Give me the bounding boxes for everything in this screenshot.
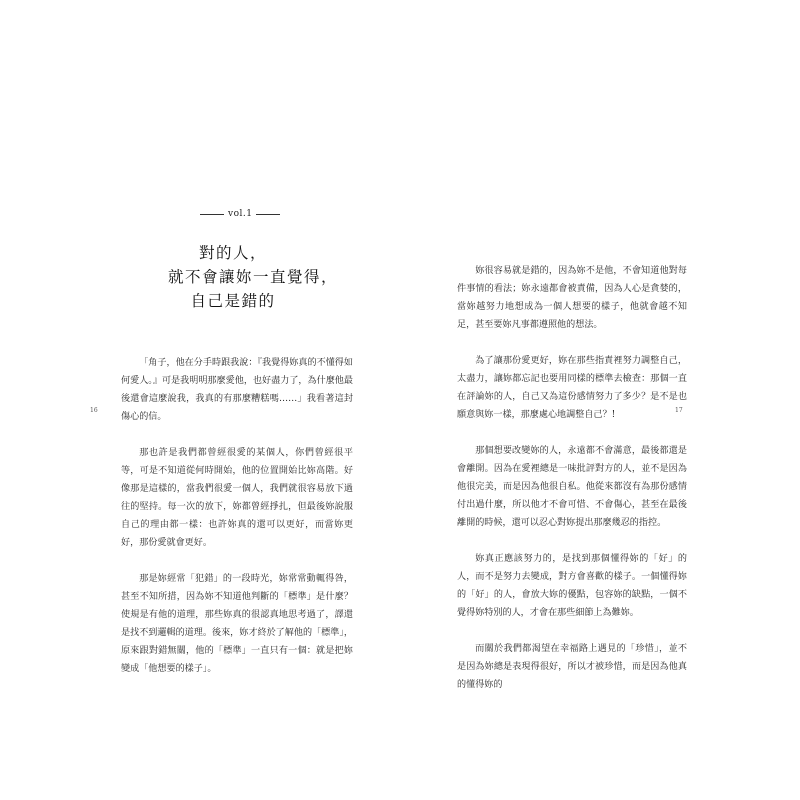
- right-page: [400, 0, 800, 800]
- paragraph: 那個想要改變妳的人，永遠都不會滿意，最後都還是會離開。因為在愛裡總是一味批評對方的人，並不是因為他很完美，而是因為他很自私。他從來都沒有為那份感情付出過什麼，所以他才不會可惜、不會傷心，甚至在最後離開的時候，還可以忍心對妳提出那麼幾忍的指控。: [457, 446, 687, 528]
- paragraph: 那是妳經常「犯錯」的一段時光，妳常常動輒得咎，甚至不知所措，因為妳不知道他判斷的「標準」是什麼？使規是有他的道理，那些妳真的很認真地思考過了，譯還是找不到邏輯的道理。後來，妳才終於了解他的「標準」，原來跟對錯無關，他的「標準」一直只有一個：就是把妳變成「他想要的樣子」。: [121, 574, 353, 674]
- chapter-title: [168, 241, 339, 313]
- paragraph: 「角子，他在分手時跟我說：『我覺得妳真的不懂得如何愛人。』可是我明明那麼愛他，也好盡力了，為什麼他最後還會這麼說我，我真的有那麼糟糕嗎……」我看著這封傷心的信。: [121, 358, 353, 422]
- paragraph: 妳真正應該努力的，是找到那個懂得妳的「好」的人，而不是努力去變成，對方會喜歡的樣子。一個懂得妳的「好」的人，會放大妳的優點，包容妳的缺點，一個不覺得妳特別的人，才會在那些細節上為難妳。: [457, 554, 687, 618]
- page-number-left: 16: [90, 407, 98, 414]
- title-line-3: 自己是錯的: [190, 292, 276, 310]
- title-line-2: 就不會讓妳一直覺得，: [168, 268, 339, 286]
- paragraph: 那也許是我們都曾經很愛的某個人，你們曾經很平等，可是不知道從何時開始，他的位置開始比妳高階。好像那是這樣的，當我們很愛一個人，我們就很容易放下過往的堅持。每一次的放下，妳都曾經掙扎，但最後妳說服自己的理由都一樣：也許妳真的還可以更好，而當妳更好，那份愛就會更好。: [121, 448, 353, 548]
- volume-label: [200, 209, 280, 219]
- paragraph: 而關於我們都渴望在幸福路上遇見的「珍惜」，並不是因為妳總是表現得很好，所以才被珍惜，而是因為他真的懂得妳的: [457, 644, 687, 690]
- rule-left: [200, 214, 224, 215]
- page-number-right: 17: [675, 407, 683, 414]
- volume-text: vol.1: [228, 209, 253, 219]
- paragraph: 為了讓那份愛更好，妳在那些指責裡努力調整自己，太盡力，讓妳都忘記也要用同樣的標準去檢查：那個一直在評論妳的人，自己又為這份感情努力了多少？是不是也願意與妳一樣，那麼處心地調整自己？!: [457, 356, 687, 420]
- paragraph: 妳很容易就是錯的，因為妳不是他，不會知道他對每件事情的看法；妳永遠都會被責備，因為人心是貪婪的，當妳越努力地想成為一個人想要的樣子，他就會越不知足，甚至要妳凡事都遵照他的想法。: [457, 266, 687, 330]
- rule-right: [256, 214, 280, 215]
- left-body-text: [121, 354, 353, 696]
- title-line-1: 對的人，: [198, 244, 267, 262]
- right-body-text: [457, 262, 687, 712]
